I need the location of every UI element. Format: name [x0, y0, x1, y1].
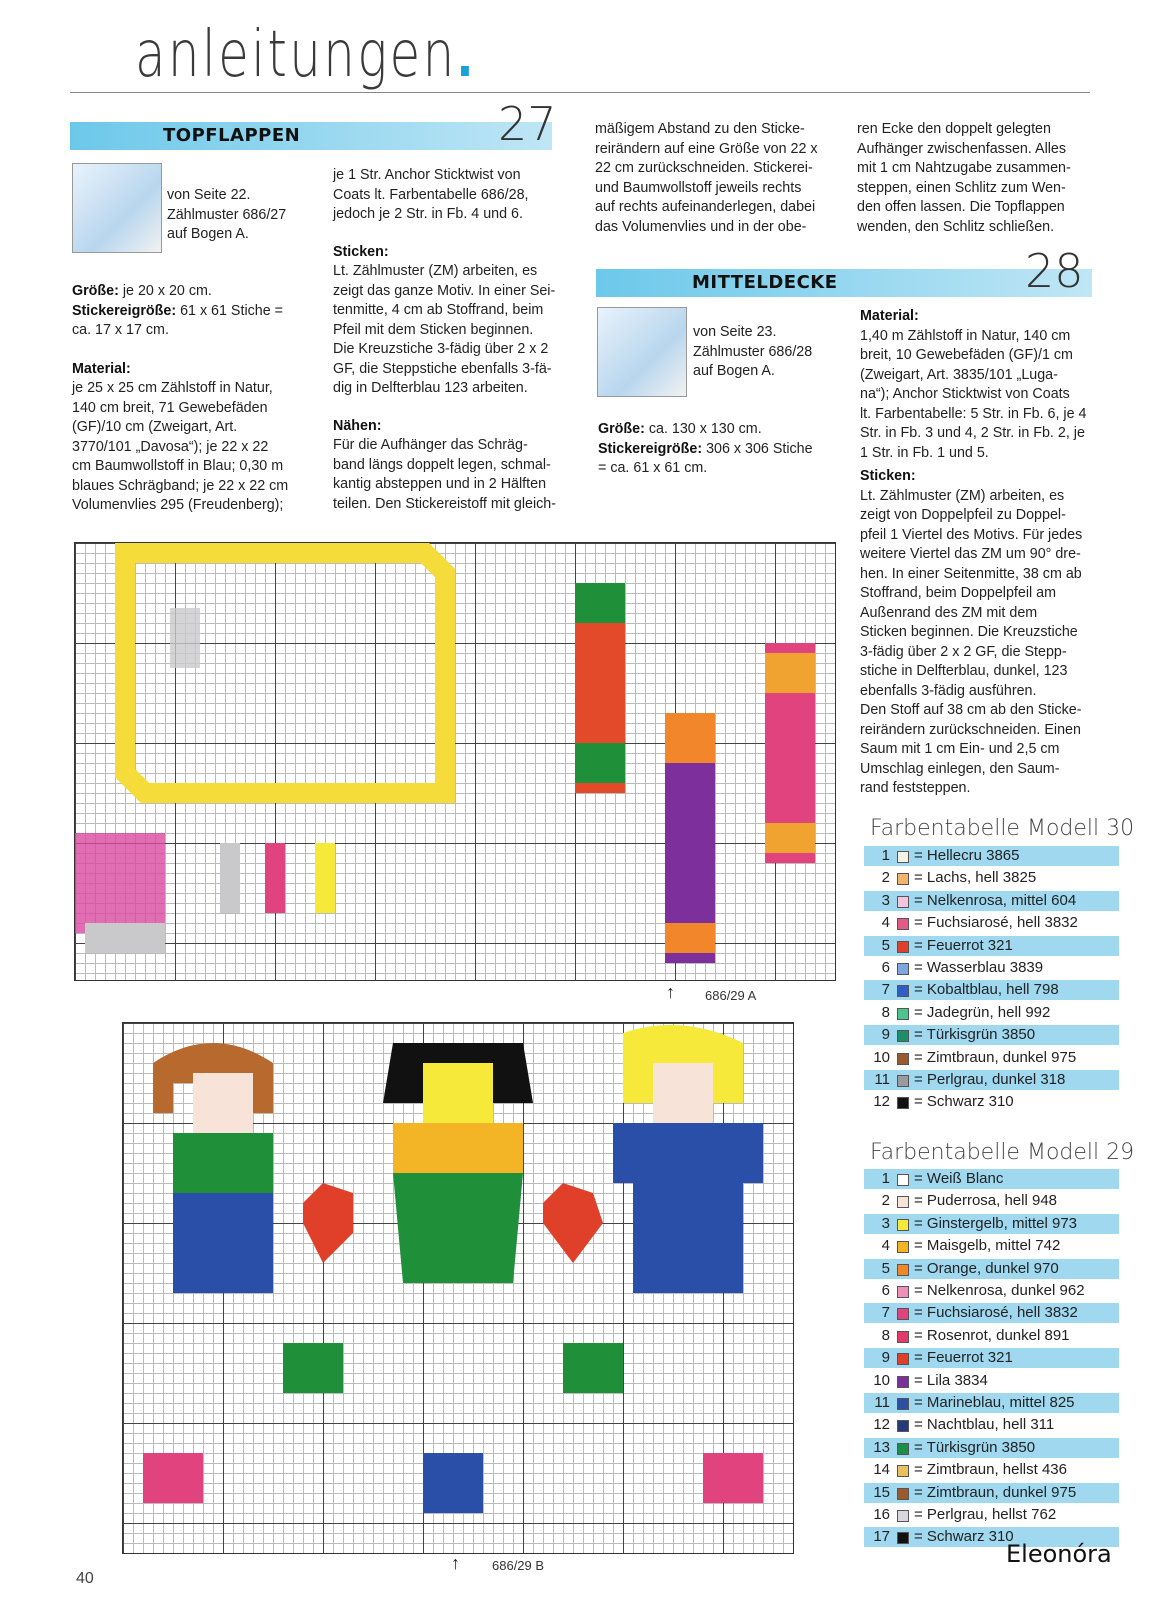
topflappen-col3: mäßigem Abstand zu den Sticke- reirändern auf eine Größe von 22 x 22 cm zurückschneiden. Stickerei- und Baumwollstoff jeweils rechts auf rechts aufeinanderlegen, dabei das Volumenvlies und in der obe-	[595, 121, 818, 235]
color-table-row	[864, 1070, 1119, 1090]
color-swatch-icon	[897, 963, 909, 975]
color-number: 4	[881, 914, 890, 932]
color-number: 3	[881, 1214, 890, 1232]
middle-child-trousers	[393, 1173, 523, 1283]
color-label: = Zimtbraun, dunkel 975	[914, 1483, 1077, 1501]
color-number: 16	[873, 1506, 890, 1523]
color-number: 1	[881, 847, 890, 864]
title-dot	[461, 66, 469, 76]
color-swatch-icon	[897, 1443, 909, 1455]
cross-stitch-chart-b	[122, 1022, 794, 1554]
color-swatch-icon	[897, 1420, 909, 1432]
color-number: 6	[881, 1282, 890, 1299]
color-label: = Maisgelb, mittel 742	[914, 1237, 1061, 1255]
color-number: 5	[881, 1259, 890, 1277]
topflappen-intro: von Seite 22. Zählmuster 686/27 auf Bogen A.	[167, 187, 287, 242]
section-title-mitteldecke: MITTELDECKE	[692, 272, 838, 293]
chart-a-motifs	[75, 543, 835, 980]
right-heart	[543, 1183, 603, 1263]
color-number: 15	[873, 1483, 890, 1501]
topflappen-col2: je 1 Str. Anchor Sticktwist von Coats lt. Farbentabelle 686/28, jedoch je 2 Str. in Fb. 4 und 6. Sticken: Lt. Zählmuster (ZM) arbeiten, es zeigt das ganze Motiv. In einer Sei- tenmitte, 4 cm ab Stoffrand, beim Pfeil mit dem Sticken beginnen. Die Kreuzstiche 3-fädig über 2 x 2 GF, die Steppstiche ebenfalls 3-fä- dig in Delfterblau 123 arbeiten. Nähen: Für die Aufhänger das Schräg- band längs doppelt legen, schmal- kantig absteppen und in 2 Hälften teilen. Den Stickereistoff mit gleich-	[333, 167, 557, 512]
chart-b-caption: 686/29 B	[492, 1558, 545, 1573]
middle-child-face	[423, 1063, 493, 1123]
color-number: 3	[881, 891, 890, 909]
color-table-row	[864, 958, 1119, 978]
color-swatch-icon	[897, 851, 909, 863]
color-swatch-icon	[897, 918, 909, 930]
color-label: = Zimtbraun, dunkel 975	[914, 1048, 1077, 1066]
color-table-row	[864, 1460, 1119, 1480]
red-bottle-band	[575, 743, 625, 783]
yellow-candle	[315, 843, 335, 913]
color-swatch-icon	[897, 1264, 909, 1276]
mitteldecke-col: Material: 1,40 m Zählstoff in Natur, 140 cm breit, 10 Gewebefäden (GF)/1 cm (Zweigart, Art. 3835/101 „Luga- na“); Anchor Sticktwist von Coats lt. Farbentabelle: 5 Str. in Fb. 6, je 4 Str. in Fb. 3 und 4, 2 Str. in Fb. 2, je 1 Str. in Fb. 1 und 5. Sticken: Lt. Zählmuster (ZM) arbeiten, es zeigt von Doppelpfeil zu Doppel- pfeil 1 Viertel des Motivs. Für jedes weitere Viertel das ZM um 90° dre- hen. In einer Seitenmitte, 38 cm ab Stoffrand, beim Doppelpfeil am Außenrand des ZM mit dem Sticken beginnen. Die Kreuzstiche 3-fädig über 2 x 2 GF, die Stepp- stiche in Delfterblau, dunkel, 123 ebenfalls 3-fädig ausführen. Den Stoff auf 38 cm ab den Sticke- reirändern zurückschneiden. Einen Saum mit 1 cm Ein- und 2,5 cm Umschlag einlegen, den Saum- rand feststeppen.	[860, 308, 1087, 796]
color-label: = Puderrosa, hell 948	[914, 1192, 1058, 1210]
color-table-row	[864, 1415, 1119, 1435]
small-heart-5	[703, 1453, 763, 1503]
color-table-row	[864, 1191, 1119, 1211]
small-heart-1	[283, 1343, 343, 1393]
color-swatch-icon	[897, 1075, 909, 1087]
left-heart	[303, 1183, 353, 1263]
section-band-mitteldecke	[596, 269, 1092, 297]
topflappen-col1: Größe: je 20 x 20 cm. Stickereigröße: 61 x 61 Stiche = ca. 17 x 17 cm. Material: je 25 x 25 cm Zählstoff in Natur, 140 cm breit, 71 Gewebefäden (GF)/10 cm (Zweigart, Art. 3770/101 „Davosa“); je 22 x 22 cm Baumwollstoff in Blau; 0,30 m blaues Schrägband; je 22 x 22 cm Volumenvlies 295 (Freudenberg);	[72, 283, 289, 513]
grey-candle	[220, 843, 240, 913]
color-label: = Lila 3834	[914, 1371, 988, 1389]
color-swatch-icon	[897, 1510, 909, 1522]
color-number: 11	[874, 1394, 890, 1411]
color-swatch-icon	[897, 1030, 909, 1042]
color-number: 11	[874, 1071, 890, 1088]
section-band-topflappen	[70, 122, 552, 150]
page-number: 40	[76, 1570, 94, 1587]
color-label: = Orange, dunkel 970	[914, 1259, 1059, 1277]
pink-candle	[265, 843, 285, 913]
color-label: = Marineblau, mittel 825	[914, 1394, 1075, 1411]
topflappen-col4: ren Ecke den doppelt gelegten Aufhänger zwischenfassen. Alles mit 1 cm Nahtzugabe zusammen- steppen, einen Schlitz zum Wen- den offen lassen. Die Topflappen wenden, den Schlitz schließen.	[857, 121, 1071, 235]
left-child-face	[193, 1073, 253, 1133]
color-label: = Lachs, hell 3825	[914, 869, 1037, 887]
color-number: 10	[873, 1371, 890, 1389]
pink-cube	[75, 833, 165, 933]
color-number: 7	[881, 1304, 890, 1322]
right-child-trousers	[633, 1183, 743, 1293]
small-heart-4	[423, 1453, 483, 1513]
right-child-face	[653, 1063, 713, 1123]
color-table-row	[864, 1326, 1119, 1346]
color-number: 2	[881, 1192, 890, 1210]
color-label: = Feuerrot 321	[914, 1349, 1013, 1367]
color-table-row	[864, 980, 1119, 1000]
chart-a-caption: 686/29 A	[705, 988, 757, 1003]
purple-bottle-top	[665, 713, 715, 763]
color-table-row	[864, 913, 1119, 933]
color-swatch-icon	[897, 1331, 909, 1343]
color-swatch-icon	[897, 1465, 909, 1477]
color-swatch-icon	[897, 896, 909, 908]
color-swatch-icon	[897, 873, 909, 885]
mitteldecke-intro: von Seite 23. Zählmuster 686/28 auf Bogen A.	[693, 324, 813, 379]
color-swatch-icon	[897, 1398, 909, 1410]
color-label: = Türkisgrün 3850	[914, 1026, 1036, 1044]
color-swatch-icon	[897, 1488, 909, 1500]
color-number: 7	[881, 981, 890, 999]
color-number: 13	[873, 1438, 890, 1456]
color-table-row	[864, 1214, 1119, 1234]
color-label: = Feuerrot 321	[914, 936, 1013, 954]
left-child-shirt	[173, 1133, 273, 1193]
purple-bottle-band	[665, 923, 715, 953]
color-label: = Weiß Blanc	[914, 1170, 1004, 1187]
color-table-row	[864, 868, 1119, 888]
color-label: = Perlgrau, hellst 762	[914, 1506, 1057, 1523]
section-title-topflappen: TOPFLAPPEN	[163, 125, 301, 146]
color-swatch-icon	[897, 985, 909, 997]
red-bottle-cap	[575, 583, 625, 623]
section-number-mitteldecke: 28	[1025, 244, 1084, 298]
color-label: = Kobaltblau, hell 798	[914, 981, 1059, 999]
color-label: = Ginstergelb, mittel 973	[914, 1214, 1078, 1232]
topflappen-photo	[72, 163, 162, 253]
color-swatch-icon	[897, 1174, 909, 1186]
page-title: anleitungen	[135, 18, 469, 92]
pink-bottle-band-top	[765, 653, 815, 693]
color-table-row	[864, 846, 1119, 866]
color-label: = Perlgrau, dunkel 318	[914, 1071, 1066, 1088]
color-table-row	[864, 1092, 1119, 1112]
color-swatch-icon	[897, 941, 909, 953]
color-label: = Hellecru 3865	[914, 847, 1020, 864]
color-number: 12	[873, 1093, 890, 1111]
start-arrow-a: ↑	[666, 982, 675, 1002]
color-swatch-icon	[897, 1241, 909, 1253]
color-number: 5	[881, 936, 890, 954]
grey-cube-base	[85, 923, 165, 953]
right-child-sweater	[613, 1123, 763, 1183]
color-number: 9	[881, 1349, 890, 1367]
color-table-row	[864, 1003, 1119, 1023]
color-swatch-icon	[897, 1097, 909, 1109]
color-table-30-title: Farbentabelle Modell 30	[870, 816, 1135, 841]
color-table-29	[864, 1169, 1124, 1549]
color-table-row	[864, 1371, 1119, 1391]
signature: Eleonóra	[1006, 1540, 1112, 1568]
color-table-row	[864, 1348, 1119, 1368]
color-table-row	[864, 1438, 1119, 1458]
color-table-row	[864, 1505, 1119, 1525]
small-heart-3	[143, 1453, 203, 1503]
color-table-row	[864, 1025, 1119, 1045]
color-number: 6	[881, 959, 890, 976]
section-number-topflappen: 27	[498, 97, 557, 151]
color-number: 12	[873, 1416, 890, 1434]
color-table-row	[864, 1281, 1119, 1301]
color-number: 4	[881, 1237, 890, 1255]
color-number: 10	[873, 1048, 890, 1066]
color-table-row	[864, 1259, 1119, 1279]
color-table-row	[864, 1393, 1119, 1413]
color-label: = Fuchsiarosé, hell 3832	[914, 1304, 1078, 1322]
grey-letter-h	[170, 608, 200, 668]
color-table-row	[864, 936, 1119, 956]
color-table-row	[864, 1169, 1119, 1189]
color-swatch-icon	[897, 1308, 909, 1320]
color-swatch-icon	[897, 1008, 909, 1020]
color-label: = Schwarz 310	[914, 1093, 1014, 1111]
color-label: = Nelkenrosa, dunkel 962	[914, 1282, 1085, 1299]
color-label: = Fuchsiarosé, hell 3832	[914, 914, 1078, 932]
header-rule	[70, 92, 1090, 93]
color-number: 1	[881, 1170, 890, 1187]
color-label: = Wasserblau 3839	[914, 959, 1044, 976]
color-swatch-icon	[897, 1376, 909, 1388]
start-arrow-b: ↑	[451, 1553, 460, 1573]
color-table-30	[864, 846, 1124, 1116]
mitteldecke-size: Größe: ca. 130 x 130 cm. Stickereigröße: 306 x 306 Stiche = ca. 61 x 61 cm.	[598, 421, 813, 476]
color-label: = Jadegrün, hell 992	[914, 1003, 1051, 1021]
color-table-29-title: Farbentabelle Modell 29	[870, 1140, 1135, 1165]
color-swatch-icon	[897, 1196, 909, 1208]
chart-b-motifs	[123, 1023, 793, 1553]
color-label: = Nachtblau, hell 311	[914, 1416, 1055, 1434]
color-swatch-icon	[897, 1219, 909, 1231]
color-swatch-icon	[897, 1353, 909, 1365]
color-number: 2	[881, 869, 890, 887]
color-table-row	[864, 1303, 1119, 1323]
color-table-row	[864, 891, 1119, 911]
color-number: 8	[881, 1326, 890, 1344]
middle-child-top	[393, 1123, 523, 1173]
yellow-frame	[125, 553, 445, 793]
mitteldecke-photo	[597, 307, 687, 397]
color-label: = Zimtbraun, hellst 436	[914, 1461, 1067, 1479]
color-table-row	[864, 1048, 1119, 1068]
left-child-trousers	[173, 1193, 273, 1293]
color-swatch-icon	[897, 1532, 909, 1544]
pink-bottle-band-bottom	[765, 823, 815, 853]
color-table-row	[864, 1483, 1119, 1503]
color-number: 8	[881, 1003, 890, 1021]
color-swatch-icon	[897, 1286, 909, 1298]
color-label: = Schwarz 310	[914, 1528, 1014, 1546]
color-number: 14	[873, 1461, 890, 1479]
color-number: 9	[881, 1026, 890, 1044]
cross-stitch-chart-a	[74, 542, 836, 981]
color-number: 17	[873, 1528, 890, 1546]
small-heart-2	[563, 1343, 623, 1393]
color-label: = Rosenrot, dunkel 891	[914, 1326, 1070, 1344]
color-label: = Nelkenrosa, mittel 604	[914, 891, 1077, 909]
color-label: = Türkisgrün 3850	[914, 1438, 1036, 1456]
color-table-row	[864, 1236, 1119, 1256]
color-swatch-icon	[897, 1053, 909, 1065]
